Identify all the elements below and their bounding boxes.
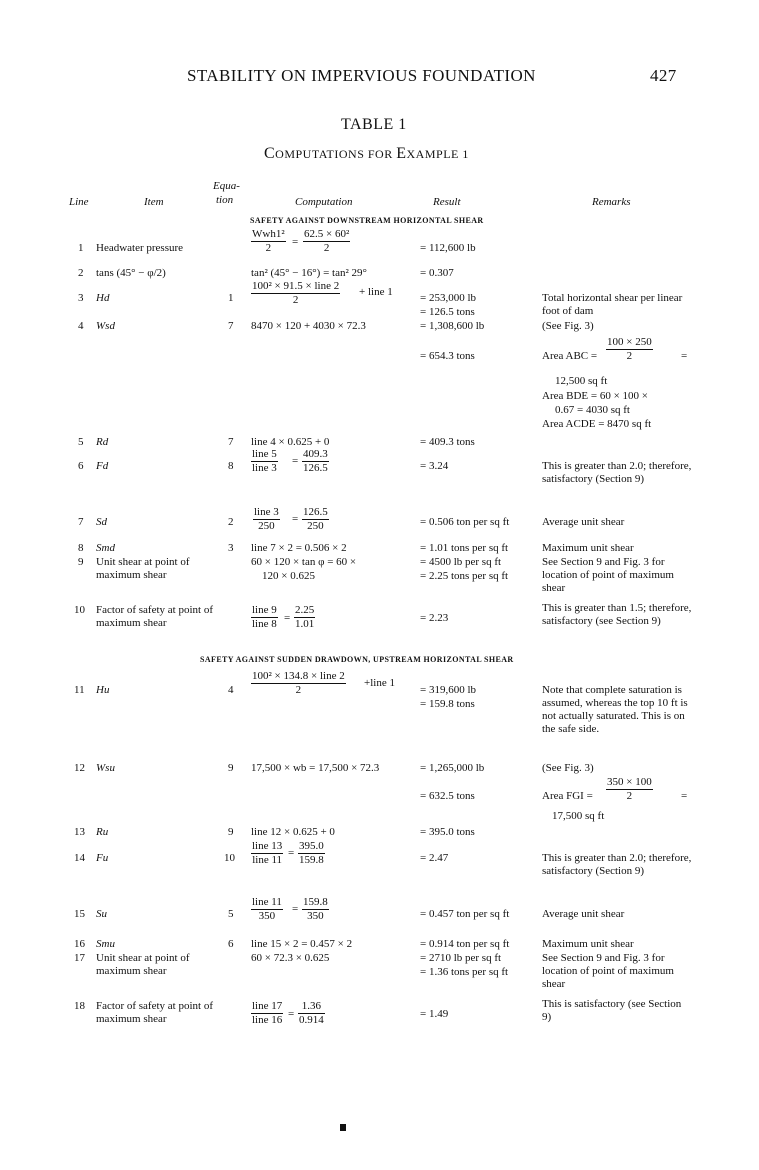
row-17-line: 17 [74,952,85,964]
row-11-item: Hu [96,684,110,696]
row-9-computation-1: 60 × 120 × tan φ = 60 × [251,556,357,568]
header-equation-2: tion [216,194,234,206]
row-4-remark-area-acde: Area ACDE = 8470 sq ft [542,418,652,430]
section-heading-drawdown: SAFETY AGAINST SUDDEN DRAWDOWN, UPSTREAM HORIZONTAL SHEAR [200,655,514,664]
end-of-page-mark [340,1124,346,1131]
row-7-fraction-values: $\frac{126.5}{250}$ [303,506,328,532]
row-18-line: 18 [74,1000,85,1012]
row-15-remarks: Average unit shear [542,908,625,920]
row-9-result-tons: = 2.25 tons per sq ft [420,570,509,582]
row-15-fraction-values: $\frac{159.8}{350}$ [303,896,328,922]
row-2-item: tans (45° − φ/2) [96,267,166,279]
row-1-fraction-numeric: $\frac{\text{62.5 × 60²}}{2}$ [304,228,350,254]
row-4-item: Wsd [96,320,115,332]
row-4-line: 4 [78,320,84,332]
row-10-result: = 2.23 [420,612,449,624]
header-equation-1: Equa- [213,180,240,192]
row-13-item: Ru [96,826,109,838]
row-17-result-tons: = 1.36 tons per sq ft [420,966,509,978]
row-5-computation: line 4 × 0.625 + 0 [251,436,330,448]
row-15-equation: 5 [228,908,234,920]
row-10-fraction-lines: line 9 line 8 [252,604,277,630]
row-4-result-tons: = 654.3 tons [420,350,475,362]
row-4-remark-area-bde-value: 0.67 = 4030 sq ft [555,404,630,416]
row-4-computation: 8470 × 120 + 4030 × 72.3 [251,320,366,332]
row-4-equation: 7 [228,320,234,332]
row-14-item: Fu [96,852,109,864]
row-12-remark-equals: = [681,790,688,802]
row-18-remarks: This is satisfactory (see Section 9) [542,998,682,1023]
row-11-computation-tail: +line 1 [364,677,395,689]
table-subtitle: COMPUTATIONS FOR EXAMPLE 1 [264,145,469,162]
row-10-equals: = [284,612,291,624]
row-3-fraction: 100² × 91.5 × line 2 2 [252,280,340,306]
row-3-remarks: Total horizontal shear per linear foot of dam [542,292,683,317]
row-10-line: 10 [74,604,85,616]
row-16-item: Smu [96,938,115,950]
row-3-computation-tail: + line 1 [359,286,393,298]
row-1-equals: = [292,236,299,248]
row-10-item: Factor of safety at point of maximum shear [96,604,213,629]
row-15-equals: = [292,903,299,915]
row-14-result: = 2.47 [420,852,449,864]
row-17-result-lb: = 2710 lb per sq ft [420,952,502,964]
row-6-equals: = [292,455,299,467]
row-14-equals: = [288,847,295,859]
page-number: 427 [650,66,677,85]
row-13-line: 13 [74,826,85,838]
row-10-fraction-values: $\frac{2.25}{1.01}$ [295,604,315,630]
row-7-line: 7 [78,516,84,528]
row-15-line: 15 [74,908,85,920]
row-1-line: 1 [78,242,84,254]
row-8-line: 8 [78,542,84,554]
row-4-remark-equals: = [681,350,688,362]
row-7-equals: = [292,513,299,525]
row-7-equation: 2 [228,516,234,528]
row-4-result-lb: = 1,308,600 lb [420,320,485,332]
row-1-fraction-symbolic: Wwh1² 2 [252,228,285,254]
row-10-remarks: This is greater than 1.5; therefore, satisfactory (see Section 9) [542,602,692,627]
row-7-item: Sd [96,516,107,528]
row-11-fraction: 100² × 134.8 × line 2 2 [252,670,345,696]
row-1-item: Headwater pressure [96,242,184,254]
row-15-result: = 0.457 ton per sq ft [420,908,510,920]
row-16-line: 16 [74,938,85,950]
row-6-fraction-values: $\frac{409.3}{126.5}$ [303,448,328,474]
row-9-item: Unit shear at point of maximum shear [96,556,190,581]
row-17-item: Unit shear at point of maximum shear [96,952,190,977]
row-3-equation: 1 [228,292,234,304]
running-title: STABILITY ON IMPERVIOUS FOUNDATION [187,66,536,85]
table-title: TABLE 1 [341,116,407,133]
row-4-remark-area-abc: Area ABC = [542,350,598,362]
row-9-computation-2: 120 × 0.625 [262,570,315,582]
row-6-equation: 8 [228,460,234,472]
row-7-result: = 0.506 ton per sq ft [420,516,510,528]
row-14-line: 14 [74,852,85,864]
row-13-result: = 395.0 tons [420,826,475,838]
row-2-result: = 0.307 [420,267,454,279]
row-11-remarks: Note that complete saturation is assumed, whereas the top 10 ft is not actually saturated. This is on the safe side. [542,684,688,735]
row-5-result: = 409.3 tons [420,436,475,448]
row-18-result: = 1.49 [420,1008,449,1020]
row-4-remark-area-bde: Area BDE = 60 × 100 × [542,390,648,402]
row-14-fraction-lines: line 13 line 11 [252,840,283,866]
row-17-computation: 60 × 72.3 × 0.625 [251,952,330,964]
row-18-fraction-lines: line 17 line 16 [252,1000,283,1026]
row-4-remark-area-value: 12,500 sq ft [555,375,608,387]
header-line: Line [69,196,89,208]
row-11-result-tons: = 159.8 tons [420,698,475,710]
row-18-fraction-values: $\frac{1.36}{0.914}$ [299,1000,324,1026]
row-18-equals: = [288,1008,295,1020]
row-5-line: 5 [78,436,84,448]
row-15-item: Su [96,908,107,920]
row-6-remarks: This is greater than 2.0; therefore, satisfactory (Section 9) [542,460,692,485]
row-8-remarks: Maximum unit shear [542,542,634,554]
row-11-line: 11 [74,684,85,696]
row-17-remarks: See Section 9 and Fig. 3 for location of point of maximum shear [542,952,674,990]
row-8-item: Smd [96,542,115,554]
header-result: Result [433,196,461,208]
row-12-remark-area-value: 17,500 sq ft [552,810,605,822]
row-6-result: = 3.24 [420,460,449,472]
row-3-line: 3 [78,292,84,304]
row-13-equation: 9 [228,826,234,838]
row-7-remarks: Average unit shear [542,516,625,528]
row-8-computation: line 7 × 2 = 0.506 × 2 [251,542,347,554]
row-16-equation: 6 [228,938,234,950]
row-9-result-lb: = 4500 lb per sq ft [420,556,502,568]
row-12-result-lb: = 1,265,000 lb [420,762,485,774]
row-4-remark-see-fig: (See Fig. 3) [542,320,594,332]
row-6-line: 6 [78,460,84,472]
header-item: Item [144,196,164,208]
header-remarks: Remarks [592,196,631,208]
row-14-fraction-values: $\frac{395.0}{159.8}$ [299,840,324,866]
row-3-result-tons: = 126.5 tons [420,306,475,318]
row-8-result: = 1.01 tons per sq ft [420,542,509,554]
row-2-computation: tan² (45° − 16°) = tan² 29° [251,267,367,279]
row-1-result: = 112,600 lb [420,242,476,254]
row-16-computation: line 15 × 2 = 0.457 × 2 [251,938,353,950]
row-6-fraction-lines: line 5 line 3 [252,448,277,474]
row-12-line: 12 [74,762,85,774]
row-12-item: Wsu [96,762,115,774]
row-12-result-tons: = 632.5 tons [420,790,475,802]
row-4-remark-fraction: $\frac{100 \times 250}{2}$ [607,336,652,362]
row-12-remark-see-fig: (See Fig. 3) [542,762,594,774]
row-5-equation: 7 [228,436,234,448]
row-6-item: Fd [96,460,109,472]
row-7-fraction-lines: line 3 250 [254,506,279,532]
row-14-equation: 10 [224,852,235,864]
row-12-equation: 9 [228,762,234,774]
row-15-fraction-lines: line 11 350 [252,896,282,922]
row-9-remarks: See Section 9 and Fig. 3 for location of point of maximum shear [542,556,674,594]
row-8-equation: 3 [228,542,234,554]
row-16-remarks: Maximum unit shear [542,938,634,950]
row-5-item: Rd [96,436,109,448]
row-12-remark-area-fgi: Area FGI = [542,790,593,802]
header-computation: Computation [295,196,353,208]
row-13-computation: line 12 × 0.625 + 0 [251,826,335,838]
row-3-result-lb: = 253,000 lb [420,292,477,304]
row-9-line: 9 [78,556,84,568]
row-2-line: 2 [78,267,84,279]
row-3-item: Hd [96,292,110,304]
row-16-result: = 0.914 ton per sq ft [420,938,510,950]
row-11-equation: 4 [228,684,234,696]
row-14-remarks: This is greater than 2.0; therefore, satisfactory (Section 9) [542,852,692,877]
row-18-item: Factor of safety at point of maximum shear [96,1000,213,1025]
section-heading-downstream: SAFETY AGAINST DOWNSTREAM HORIZONTAL SHEAR [250,216,484,225]
row-12-remark-fraction: $\frac{350 \times 100}{2}$ [607,776,652,802]
row-11-result-lb: = 319,600 lb [420,684,477,696]
row-12-computation: 17,500 × wb = 17,500 × 72.3 [251,762,380,774]
